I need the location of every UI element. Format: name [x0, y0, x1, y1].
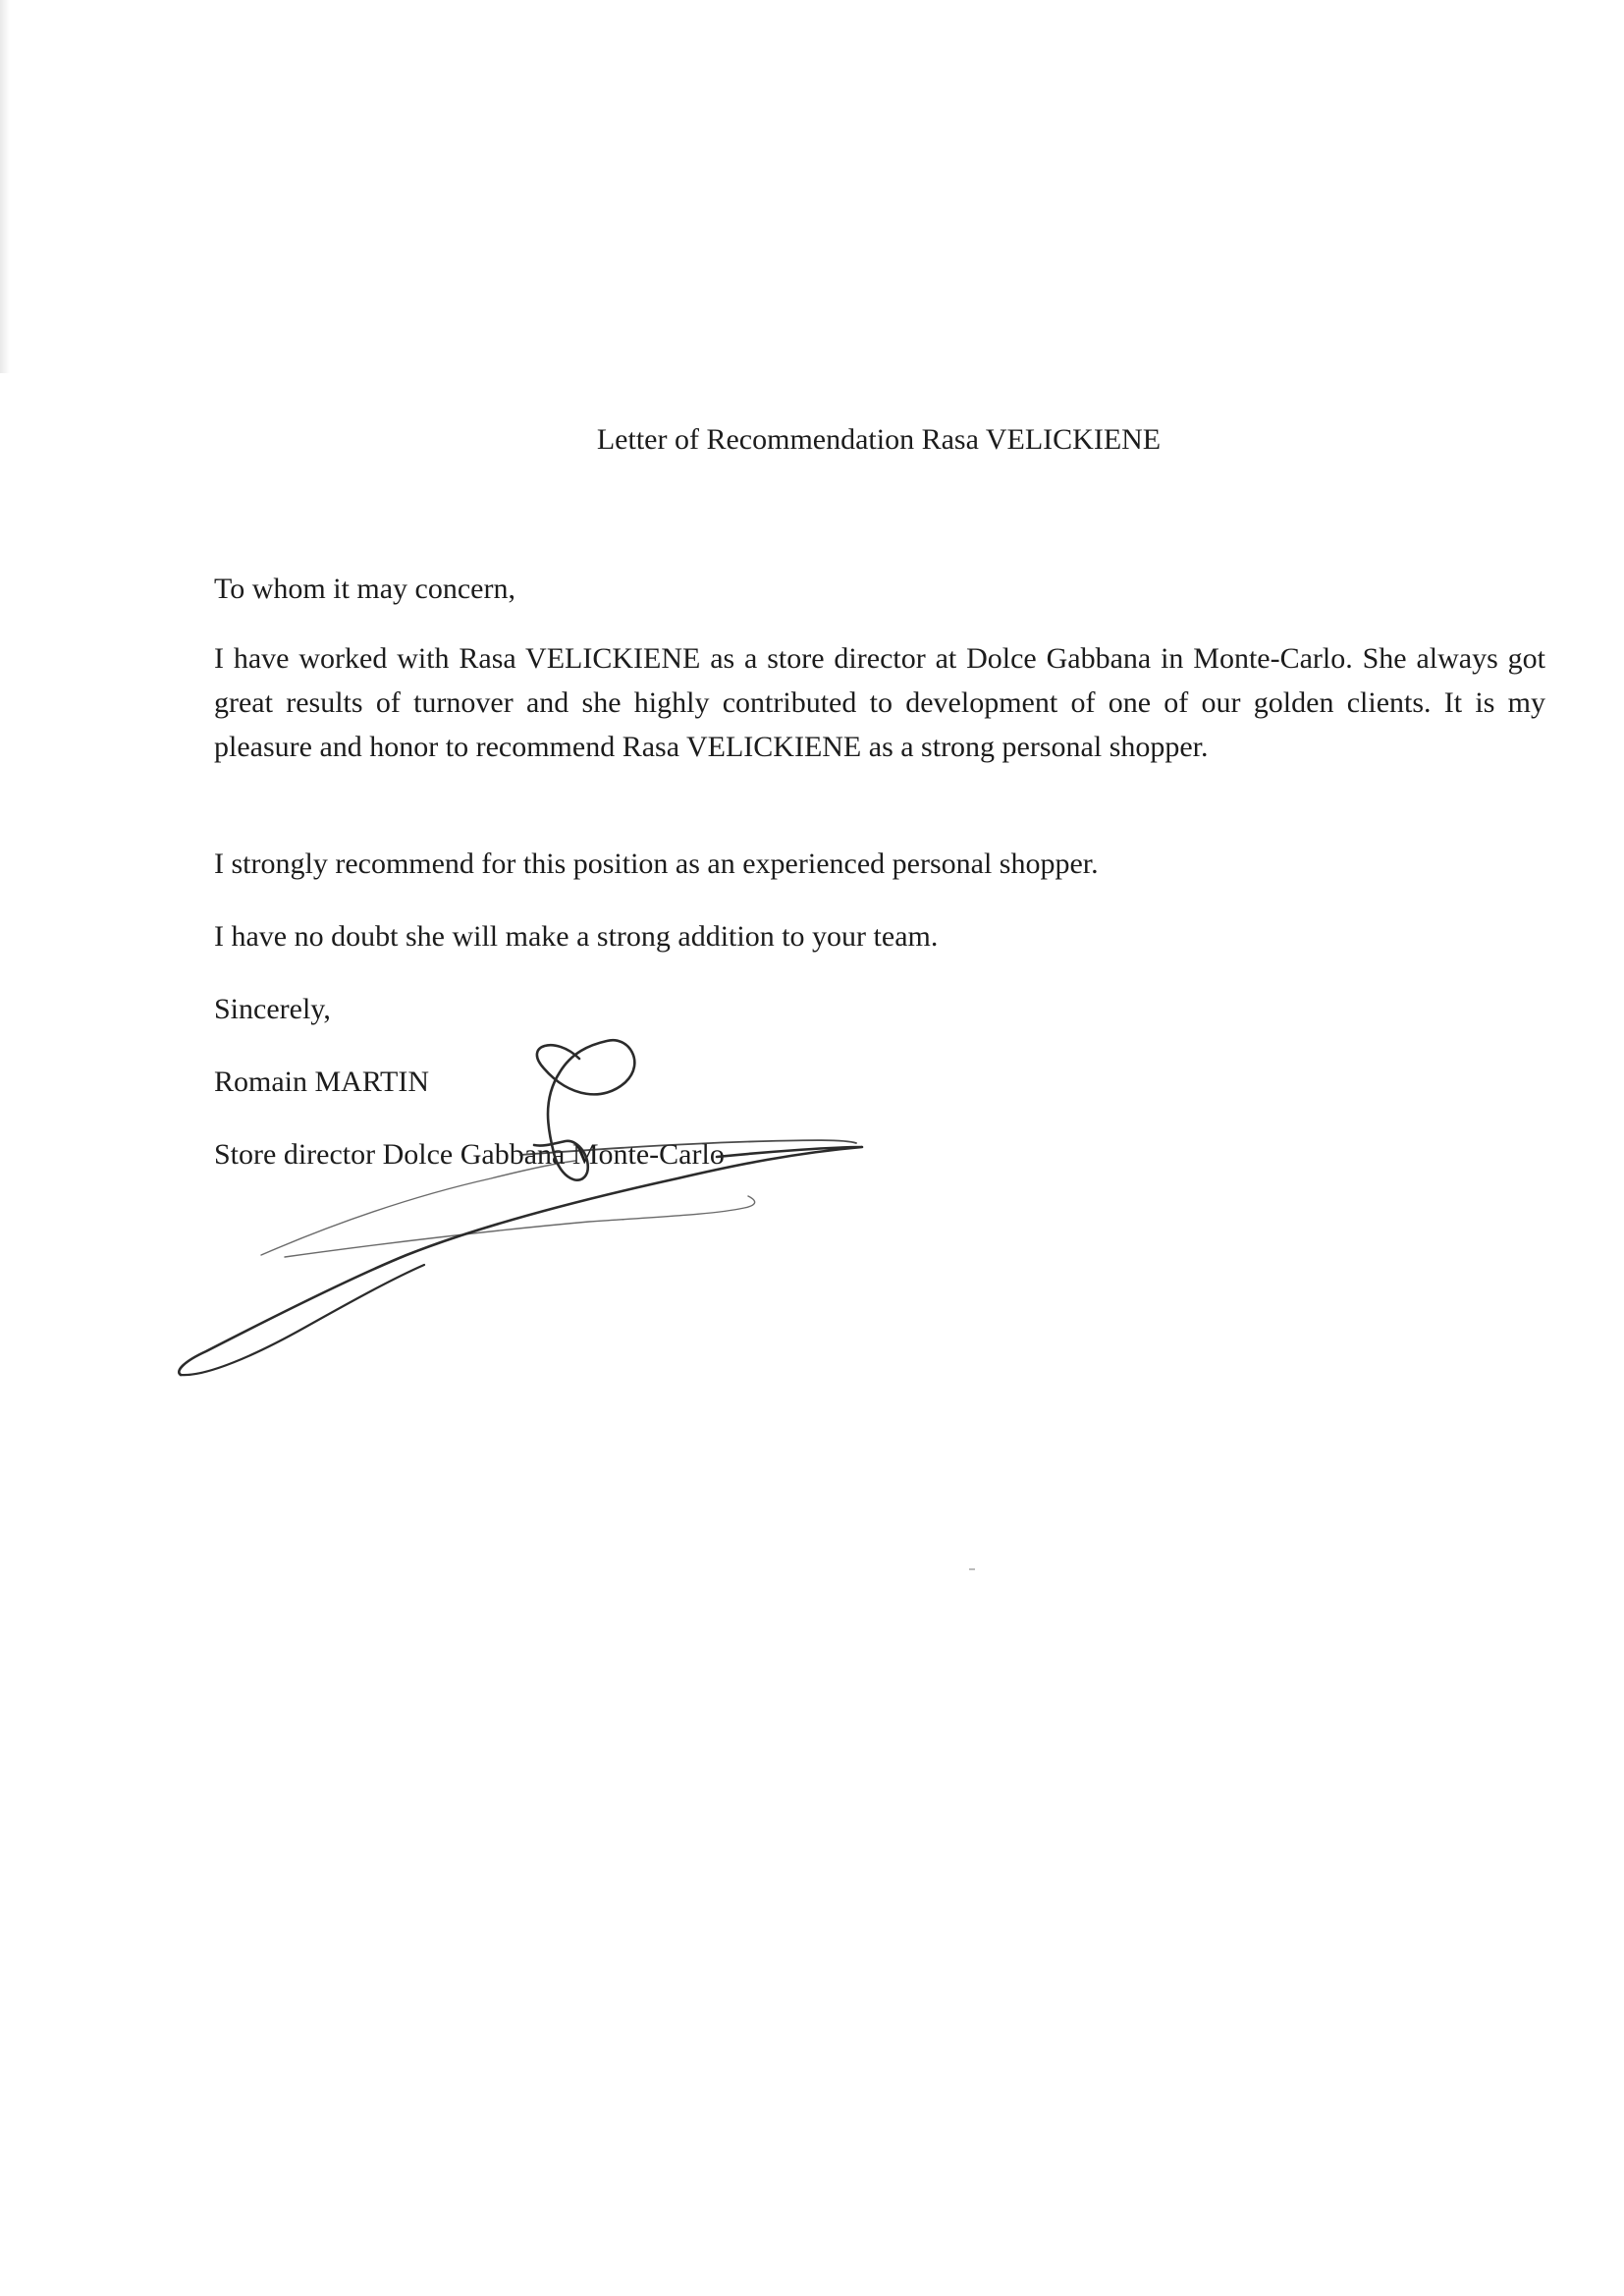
- signature-trail-stroke: [285, 1196, 755, 1257]
- paragraph-team: I have no doubt she will make a strong addition to your team.: [214, 920, 939, 953]
- scan-speck: [969, 1568, 975, 1570]
- salutation: To whom it may concern,: [214, 573, 515, 605]
- scan-edge-shadow: [0, 0, 10, 373]
- paragraph-recommendation: I have worked with Rasa VELICKIENE as a store director at Dolce Gabbana in Monte-Carlo. She always got great results of turnover and she highly contributed to development of one of our golden clients. It is my pleasure and honor to recommend Rasa VELICKIENE as a strong personal shopper.: [214, 642, 1545, 763]
- signature-thin-stroke: [261, 1161, 575, 1255]
- closing: Sincerely,: [214, 993, 331, 1025]
- signer-role: Store director Dolce Gabbana Monte-Carlo: [214, 1138, 725, 1171]
- signature-loop-stroke: [534, 1040, 634, 1180]
- handwritten-signature: [167, 1021, 874, 1394]
- signature-return-stroke: [181, 1265, 424, 1375]
- signer-name: Romain MARTIN: [214, 1066, 430, 1098]
- letter-title: Letter of Recommendation Rasa VELICKIENE: [596, 423, 1162, 456]
- paragraph-position: I strongly recommend for this position as an experienced personal shopper.: [214, 847, 1099, 880]
